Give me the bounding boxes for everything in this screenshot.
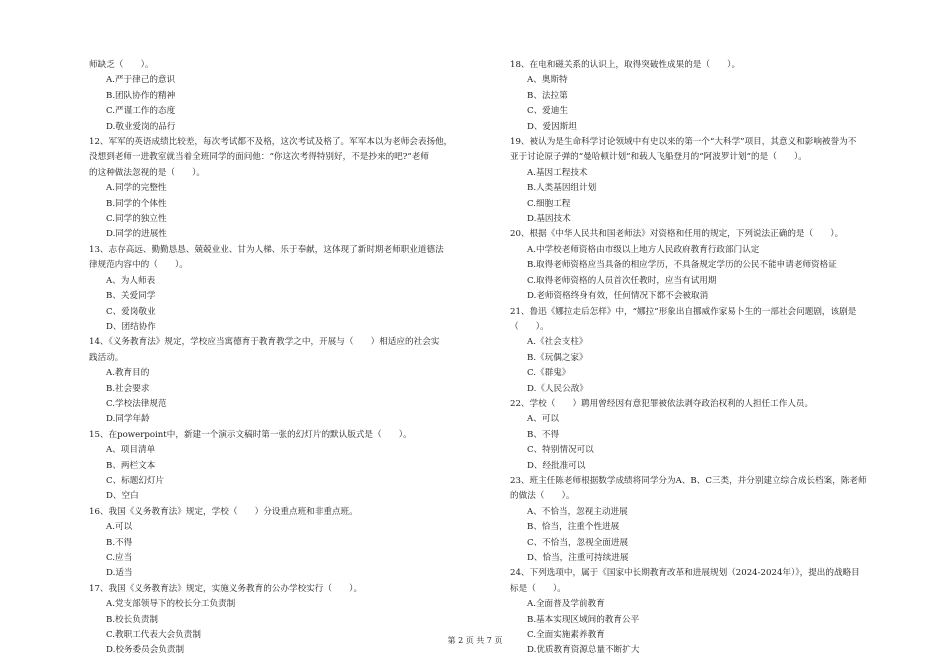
answer-option: B.取得老师资格应当具备的相应学历，不具备规定学历的公民不能申请老师资格证 — [527, 260, 837, 271]
question-block — [89, 428, 486, 505]
answer-option: D.同学的进展性 — [106, 229, 167, 240]
answer-option: D.敬业爱岗的品行 — [106, 121, 176, 132]
question-text: 的做法（ ）。 — [510, 491, 575, 502]
question-text: 16、我国《义务教育法》规定，学校（ ）分设重点班和非重点班。 — [89, 506, 358, 517]
question-block — [89, 135, 486, 243]
question-text: 24、下列选项中，属于《国家中长期教育改革和进展规划（2024-2024年）》，提出的战略目 — [510, 568, 860, 579]
question-block — [89, 505, 486, 582]
answer-option: B.同学的个体性 — [106, 198, 167, 209]
answer-option: A.全面普及学前教育 — [527, 599, 605, 610]
question-text: 践活动。 — [89, 352, 124, 363]
question-text: 师缺乏（ ）。 — [89, 60, 154, 70]
answer-option: A.教育目的 — [106, 368, 150, 379]
question-block — [89, 243, 486, 335]
answer-option: C.教职工代表大会负责制 — [106, 630, 201, 641]
answer-option: A、奥斯特 — [527, 75, 568, 86]
answer-option: C.《群鬼》 — [527, 368, 571, 379]
question-text: 23、班主任陈老师根据数学成绩将同学分为A、B、C三类，并分别建立综合成长档案，陈老师 — [510, 475, 867, 486]
question-text: 20、根据《中华人民共和国老师法》对资格和任用的规定，下列说法正确的是（ ）。 — [510, 229, 844, 240]
answer-option: C.全面实施素养教育 — [527, 630, 605, 641]
answer-option: B.校长负责制 — [106, 614, 159, 625]
left-column — [89, 58, 486, 659]
answer-option: A.基因工程技术 — [527, 167, 588, 178]
question-text: 亚于讨论原子弹的“曼哈顿计划”和载人飞船登月的“阿波罗计划”的是（ ）。 — [510, 152, 807, 163]
answer-option: B、两栏文本 — [106, 460, 156, 471]
answer-option: C.学校法律规范 — [106, 398, 167, 409]
answer-option: A.《社会支柱》 — [527, 337, 588, 348]
answer-option: C.取得老师资格的人员首次任教时，应当有试用期 — [527, 275, 717, 286]
question-block — [510, 135, 908, 227]
question-text: 21、鲁迅《娜拉走后怎样》中，“娜拉”形象出自挪威作家易卜生的一部社会问题剧，该剧是 — [510, 306, 857, 317]
question-text: 14、《义务教育法》规定，学校应当寓德育于教育教学之中，开展与（ ）相适应的社会实 — [89, 337, 440, 348]
answer-option: D、爱因斯坦 — [527, 121, 577, 132]
answer-option: B、关爱同学 — [106, 291, 156, 302]
answer-option: B、不得 — [527, 429, 560, 440]
question-text: 律规范内容中的（ ）。 — [89, 260, 188, 271]
answer-option: A.可以 — [106, 522, 133, 533]
question-text: （ ）。 — [510, 321, 549, 332]
question-text: 标是（ ）。 — [510, 583, 566, 594]
answer-option: D.《人民公敌》 — [527, 383, 588, 394]
answer-option: A.党支部领导下的校长分工负责制 — [106, 599, 236, 610]
answer-option: A、不恰当，忽视主动进展 — [527, 506, 628, 517]
answer-option: B.《玩偶之家》 — [527, 352, 588, 363]
answer-option: C、标题幻灯片 — [106, 475, 165, 486]
question-text: 15、在powerpoint中，新建一个演示文稿时第一张的幻灯片的默认版式是（ ）。 — [89, 429, 412, 440]
answer-option: C.细胞工程 — [527, 198, 571, 209]
answer-option: A.同学的完整性 — [106, 183, 167, 194]
answer-option: A、可以 — [527, 414, 559, 425]
question-text: 13、志存高远、勤勤恳恳、兢兢业业、甘为人梯、乐于奉献，这体现了新时期老师职业道德法 — [89, 244, 444, 255]
answer-option: A、项目清单 — [106, 445, 156, 456]
answer-option: B.基本实现区域间的教育公平 — [527, 614, 640, 625]
answer-option: B.社会要求 — [106, 383, 150, 394]
question-text: 19、被认为是生命科学讨论领域中有史以来的第一个“大科学”项目，其意义和影响被誉为不 — [510, 137, 857, 148]
question-block — [510, 474, 908, 566]
answer-option: B.团队协作的精神 — [106, 90, 176, 101]
question-block — [510, 58, 908, 135]
answer-option: B.不得 — [106, 537, 133, 548]
page-footer: 第 2 页 共 7 页 — [447, 636, 503, 645]
answer-option: D.基因技术 — [527, 214, 571, 225]
answer-option: B、法拉第 — [527, 90, 568, 101]
answer-option: C、爱迪生 — [527, 106, 568, 117]
answer-option: D.同学年龄 — [106, 414, 150, 425]
answer-option: D.老师资格终身有效，任何情况下都不会被取消 — [527, 291, 709, 302]
question-text: 12、军军的英语成绩比较差，每次考试都不及格，这次考试及格了。军军本以为老师会表扬他， — [89, 137, 453, 148]
question-block — [89, 582, 486, 659]
answer-option: A、为人师表 — [106, 275, 156, 286]
answer-option: D、空白 — [106, 491, 139, 502]
answer-option: C、不恰当，忽视全面进展 — [527, 537, 629, 548]
question-text: 18、在电和磁关系的认识上，取得突破性成果的是（ ）。 — [510, 60, 741, 70]
answer-option: D.校务委员会负责制 — [106, 645, 185, 656]
answer-option: A.严于律己的意识 — [106, 75, 176, 86]
answer-option: D、恰当，注重可持续进展 — [527, 553, 629, 563]
question-block — [89, 58, 486, 135]
question-text: 的这种做法忽视的是（ ）。 — [89, 167, 206, 178]
answer-option: A.中学校老师资格由市级以上地方人民政府教育行政部门认定 — [527, 244, 760, 255]
answer-option: B、恰当，注重个性进展 — [527, 522, 620, 533]
question-block — [510, 227, 908, 304]
question-text: 17、我国《义务教育法》规定，实施义务教育的公办学校实行（ ）。 — [89, 583, 363, 594]
question-text: 没想到老师一进教室就当着全班同学的面问他：“你这次考得特别好，不是抄来的吧?”老师 — [89, 152, 429, 163]
answer-option: C、爱岗敬业 — [106, 306, 156, 317]
question-block — [510, 397, 908, 474]
right-column — [510, 58, 908, 659]
answer-option: C.同学的独立性 — [106, 214, 167, 225]
answer-option: D.优质教育资源总量不断扩大 — [527, 645, 640, 656]
answer-option: C、特别情况可以 — [527, 445, 594, 456]
question-text: 22、学校（ ）聘用曾经因有意犯罪被依法剥夺政治权利的人担任工作人员。 — [510, 398, 814, 409]
answer-option: D、经批准可以 — [527, 460, 586, 471]
answer-option: C.严谨工作的态度 — [106, 106, 176, 117]
answer-option: C.应当 — [106, 553, 133, 563]
answer-option: D.适当 — [106, 568, 133, 579]
question-block — [510, 305, 908, 397]
answer-option: B.人类基因组计划 — [527, 183, 597, 194]
question-block — [89, 335, 486, 427]
answer-option: D、团结协作 — [106, 321, 156, 332]
